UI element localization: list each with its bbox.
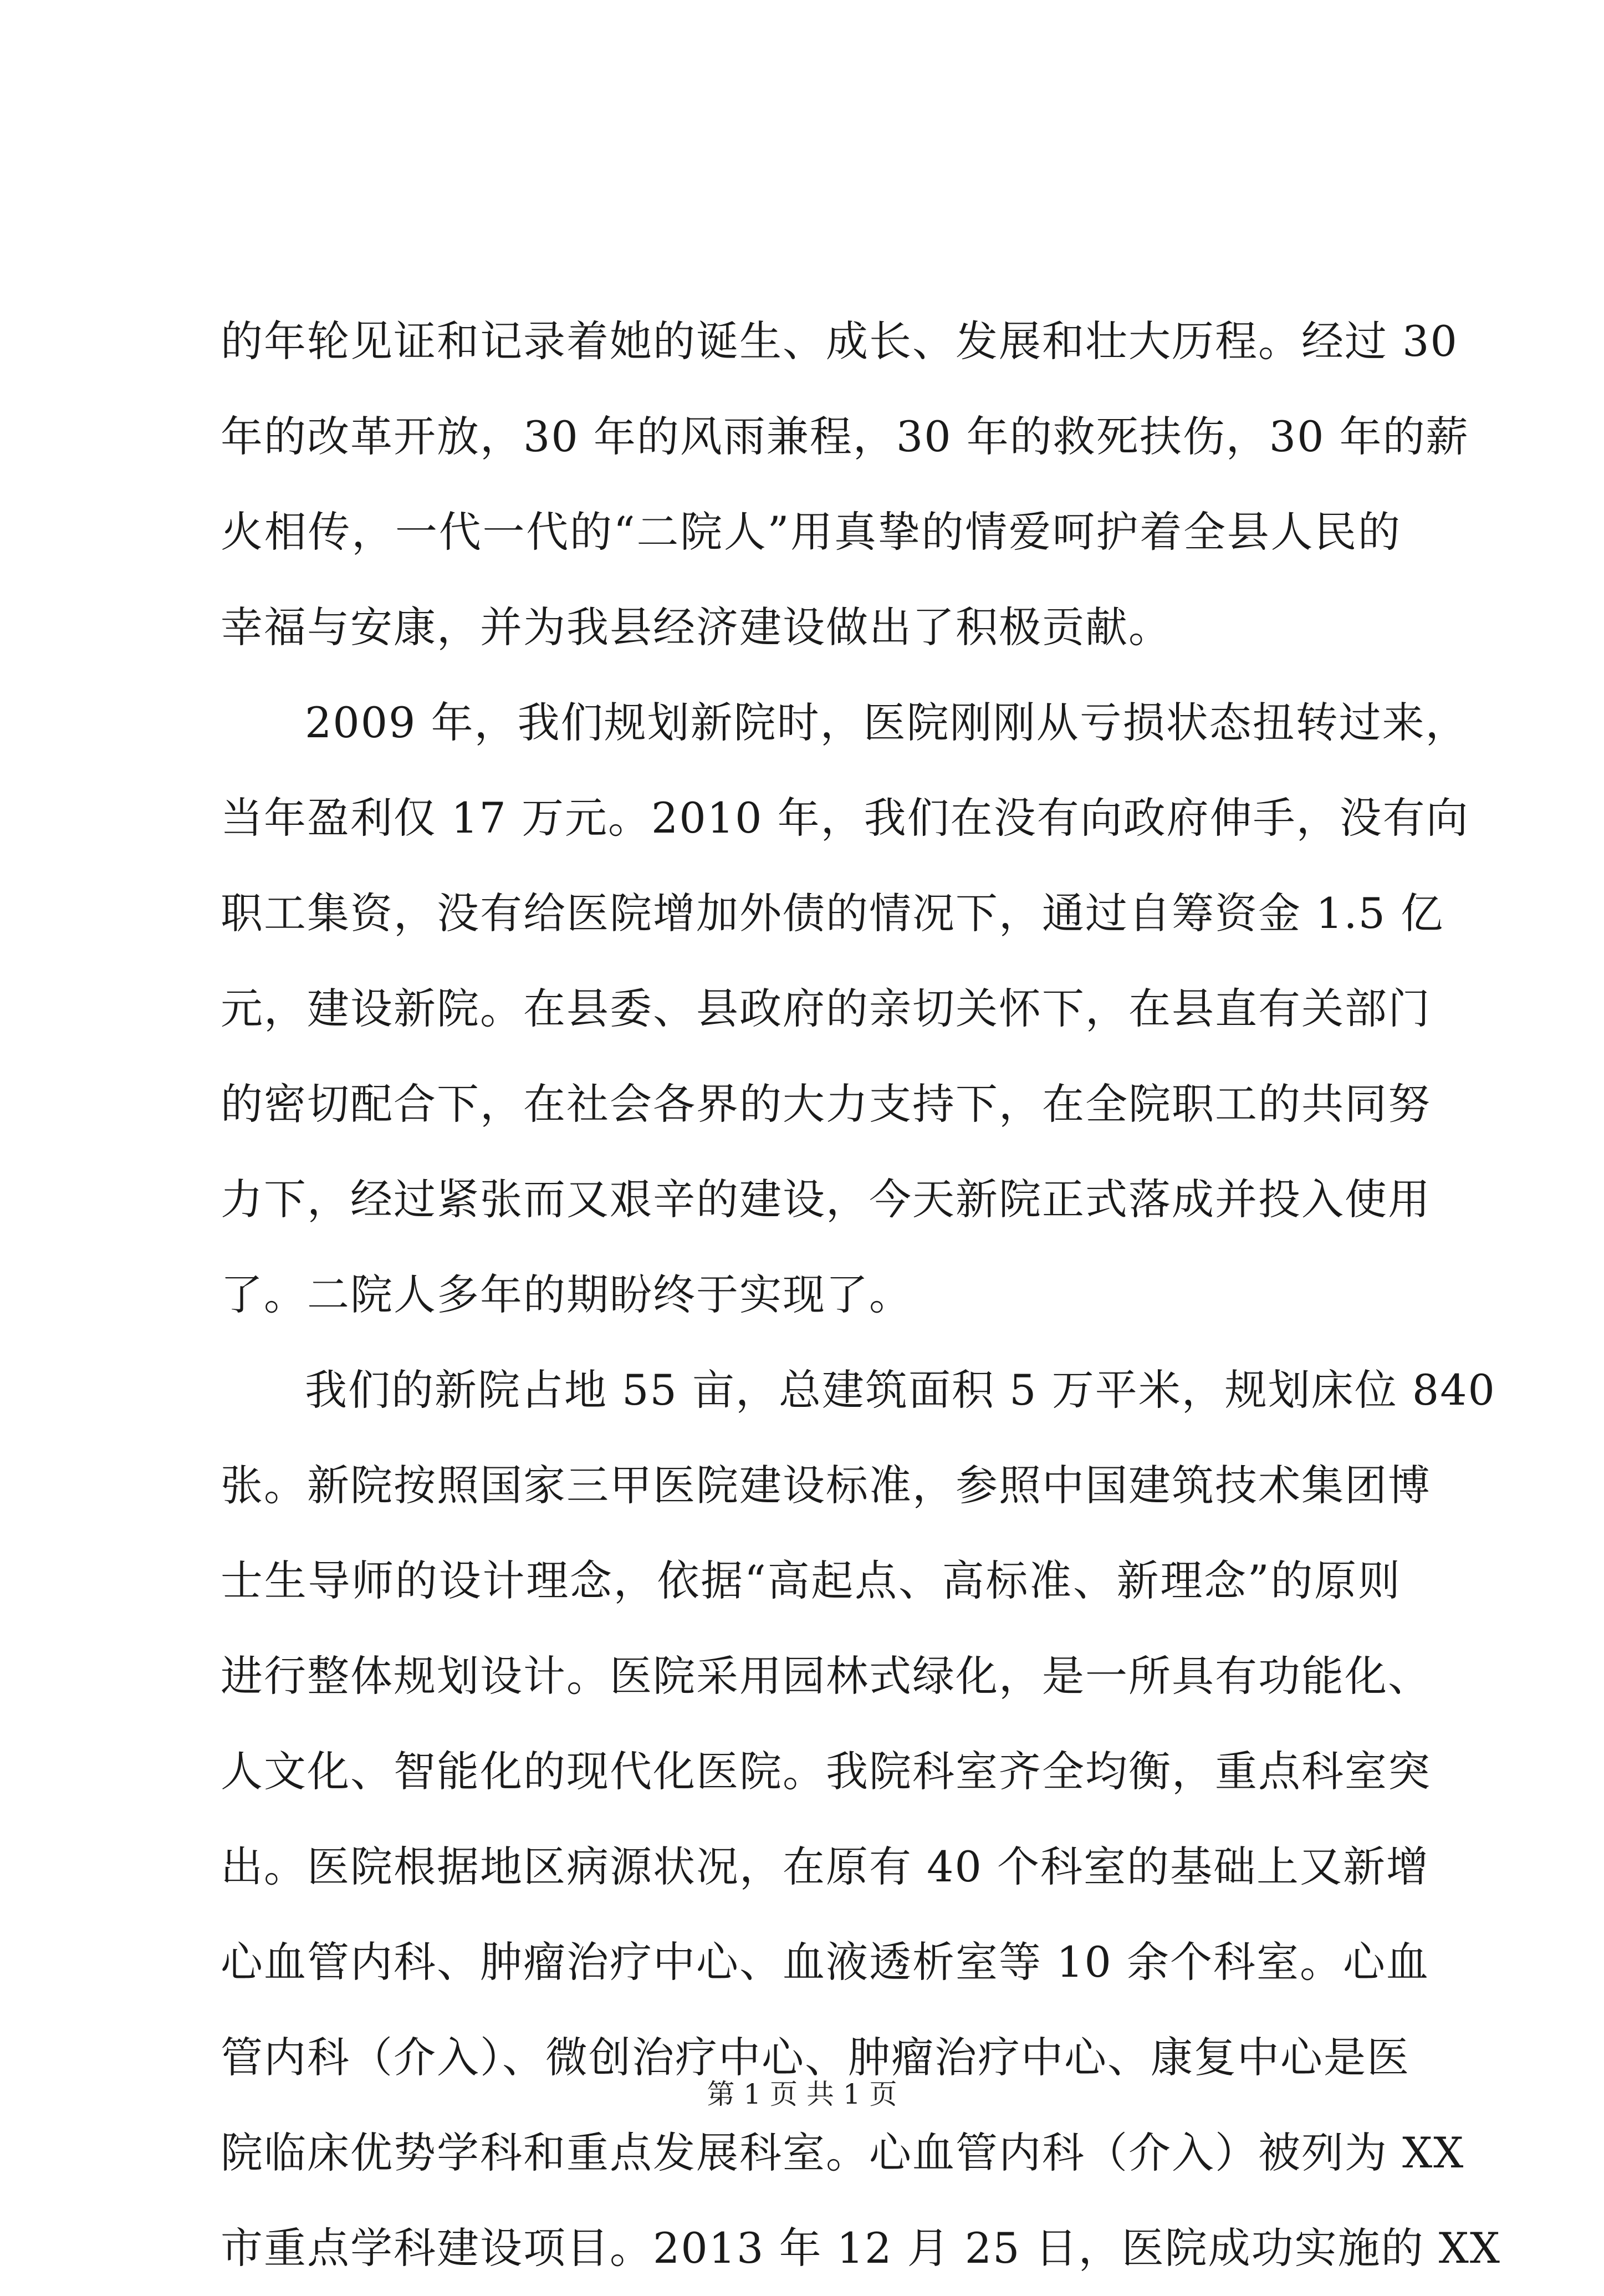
text-line: 张。新院按照国家三甲医院建设标准，参照中国建筑技术集团博 xyxy=(221,1461,1431,1510)
text-line: 年的改革开放，30 年的风雨兼程，30 年的救死扶伤，30 年的薪 xyxy=(221,412,1469,461)
text-line: 元，建设新院。在县委、县政府的亲切关怀下，在县直有关部门 xyxy=(221,984,1431,1033)
text-line: 出。医院根据地区病源状况，在原有 40 个科室的基础上又新增 xyxy=(221,1842,1430,1891)
text-line: 当年盈利仅 17 万元。2010 年，我们在没有向政府伸手，没有向 xyxy=(221,793,1469,843)
text-line: 的年轮见证和记录着她的诞生、成长、发展和壮大历程。经过 30 xyxy=(221,317,1458,366)
text-line: 院临床优势学科和重点发展科室。心血管内科（介入）被列为 XX xyxy=(221,2128,1465,2177)
text-line: 管内科（介入）、微创治疗中心、肿瘤治疗中心、康复中心是医 xyxy=(221,2033,1410,2082)
text-line: 力下，经过紧张而又艰辛的建设，今天新院正式落成并投入使用 xyxy=(221,1175,1431,1224)
text-line: 心血管内科、肿瘤治疗中心、血液透析室等 10 余个科室。心血 xyxy=(221,1937,1430,1987)
paragraph-start-line: 2009 年，我们规划新院时，医院刚刚从亏损状态扭转过来， xyxy=(305,698,1469,747)
page-number-footer: 第 1 页 共 1 页 xyxy=(707,2078,897,2110)
text-line: 的密切配合下，在社会各界的大力支持下，在全院职工的共同努 xyxy=(221,1079,1431,1129)
paragraph-start-line: 我们的新院占地 55 亩，总建筑面积 5 万平米，规划床位 840 xyxy=(305,1365,1496,1415)
text-line: 幸福与安康，并为我县经济建设做出了积极贡献。 xyxy=(221,603,1172,652)
text-line: 人文化、智能化的现代化医院。我院科室齐全均衡，重点科室突 xyxy=(221,1747,1431,1796)
text-line: 士生导师的设计理念，依据“高起点、高标准、新理念”的原则 xyxy=(221,1556,1401,1605)
text-line: 进行整体规划设计。医院采用园林式绿化，是一所具有功能化、 xyxy=(221,1651,1431,1701)
text-line: 了。二院人多年的期盼终于实现了。 xyxy=(221,1270,912,1319)
text-line: 职工集资，没有给医院增加外债的情况下，通过自筹资金 1.5 亿 xyxy=(221,889,1444,938)
text-line: 火相传，一代一代的“二院人”用真挚的情爱呵护着全县人民的 xyxy=(221,507,1401,557)
body-text xyxy=(221,294,1501,2296)
text-line: 市重点学科建设项目。2013 年 12 月 25 日，医院成功实施的 XX xyxy=(221,2223,1501,2273)
